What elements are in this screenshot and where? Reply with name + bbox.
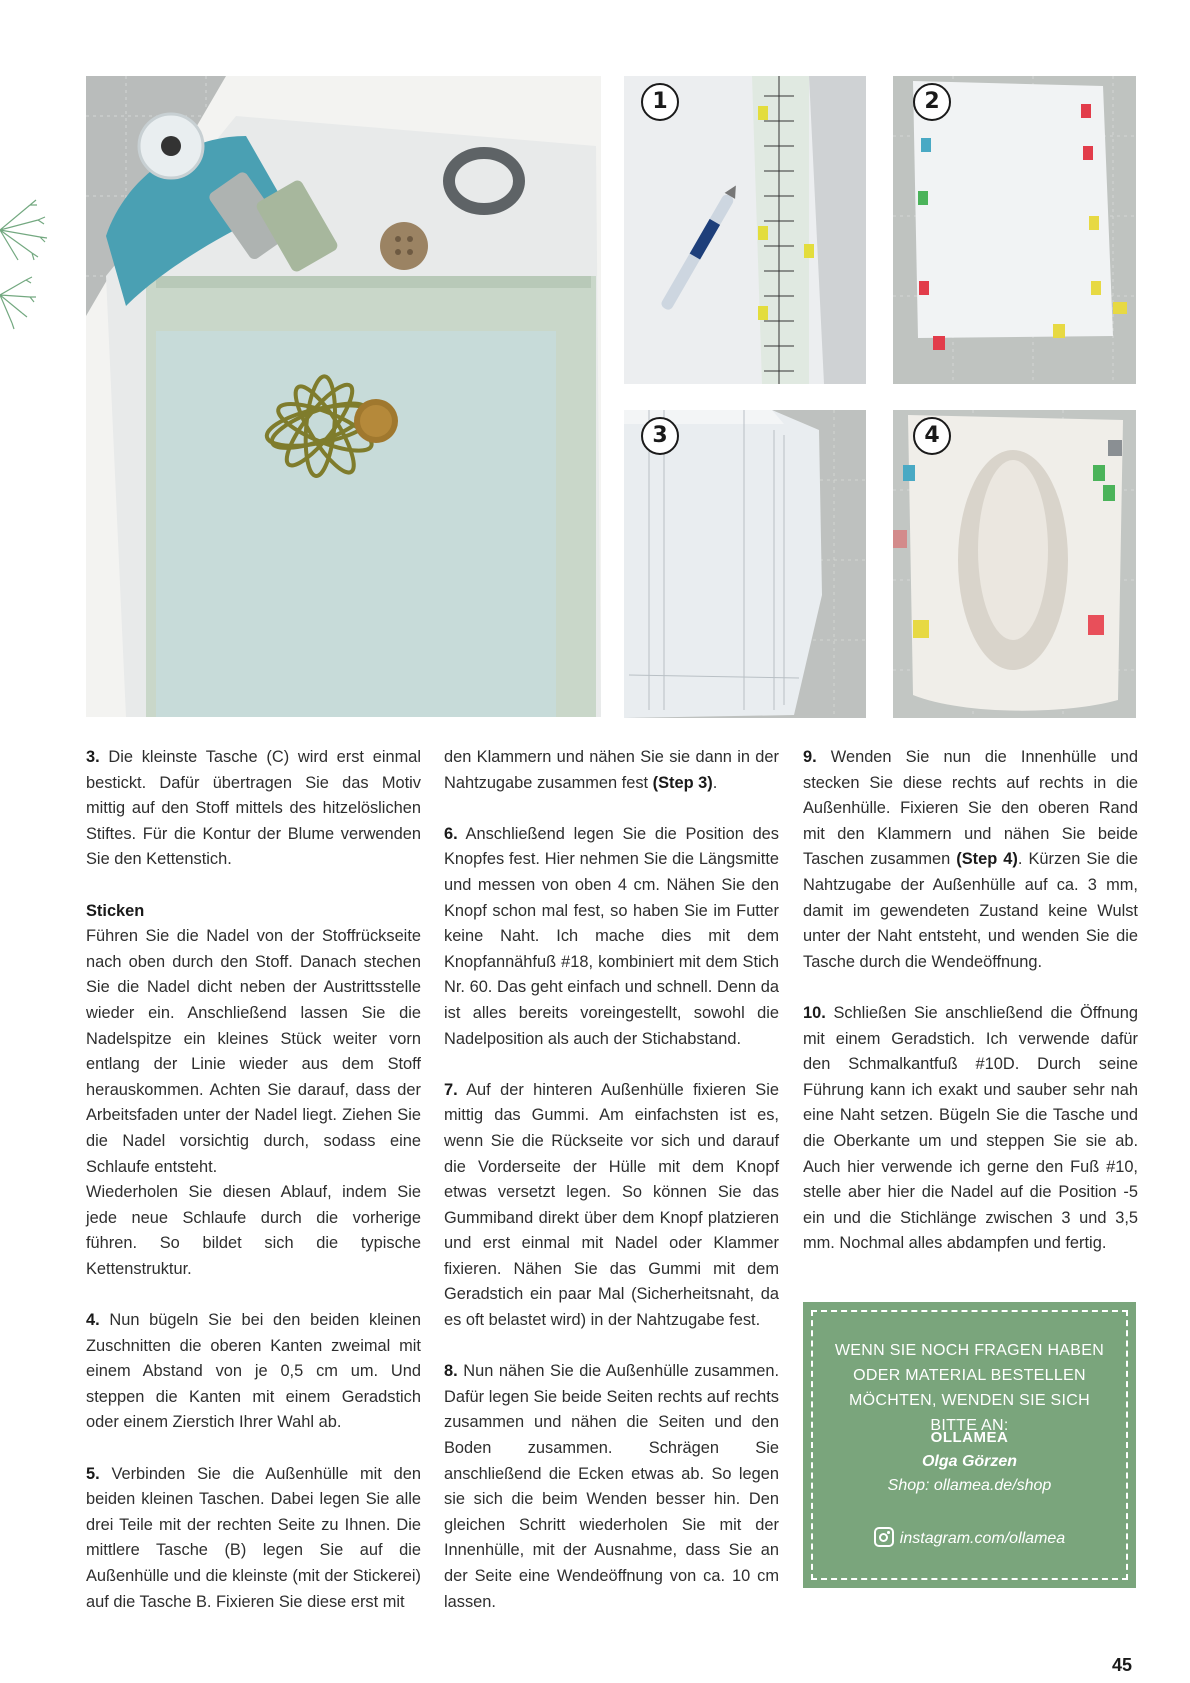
step-1-photo-ruler-and-pen (624, 76, 866, 384)
step-2-photo-clipped-fabric (893, 76, 1136, 384)
text-column-left (86, 745, 421, 1615)
step-badge-4: 4 (913, 417, 951, 455)
step-badge-1: 1 (641, 83, 679, 121)
page-number: 45 (1112, 1655, 1133, 1675)
text-column-right (803, 745, 1138, 1257)
paragraph-step-3: 3. Die kleinste Tasche (C) wird erst einmal bestickt. Dafür übertragen Sie das Motiv mittig auf den Stoff mittels des hitzelöslichen Stiftes. Für die Kontur der Blume verwenden Sie den Kettenstich. (86, 748, 421, 869)
instagram-icon (874, 1527, 894, 1547)
dandelion-decoration (0, 185, 55, 335)
step-4-photo-joined-bags (893, 410, 1136, 718)
paragraph-step-7: 7. Auf der hinteren Außenhülle fixieren Sie mittig das Gummi. Am einfachsten ist es, wenn Sie die Rückseite vor sich und darauf die Vorderseite der Hülle mit dem Knopf etwas versetzt legen. So können Sie das Gummiband direkt über dem Knopf platzieren und erst einmal mit Nadel oder Klammer fixieren. Nähen Sie das Gummi mit dem Geradstich ein paar Mal (Sicherheitsnaht, da es oft belastet wird) in der Nahtzugabe fest. (444, 1080, 779, 1330)
paragraph-step-5-continued: den Klammern und nähen Sie sie dann in der Nahtzugabe zusammen fest (Step 3). (444, 748, 779, 792)
brand-name: OLLAMEA (930, 1429, 1009, 1446)
step-3-photo-stitched-panel (624, 410, 866, 718)
paragraph-step-6: 6. Anschließend legen Sie die Position des Knopfes fest. Hier nehmen Sie die Längsmitte und messen von oben 4 cm. Nähen Sie den Knopf schon mal fest, so haben Sie im Futter keine Naht. Ich mache dies mit dem Knopfannähfuß #18, kombiniert mit dem Stich Nr. 60. Das geht einfach und schnell. Denn da ist alles bereits voreingestellt, sowohl die Nadelposition als auch der Stichabstand. (444, 824, 779, 1048)
paragraph-step-4: 4. Nun bügeln Sie bei den beiden kleinen Zuschnitten die oberen Kanten zweimal mit einem Abstand von je 0,5 cm um. Und steppen die Kanten mit einem Geradstich oder einem Zierstich Ihrer Wahl ab. (86, 1311, 421, 1432)
paragraph-sticken-continued: Wiederholen Sie diesen Ablauf, indem Sie jede neue Schlaufe durch die vorherige führen. So bildet sich die typische Kettenstruktur. (86, 1183, 421, 1278)
paragraph-step-10: 10. Schließen Sie anschließend die Öffnung mit einem Geradstich. Ich verwende dafür den Schmalkantfuß #10D. Durch seine Führung kann ich exakt und sauber sehr nah eine Naht setzen. Bügeln Sie die Tasche und die Oberkante um und steppen Sie sie ab. Auch hier verwende ich gerne den Fuß #10, stelle aber hier die Nadel auf die Position -5 ein und die Stichlänge zwischen 3 und 3,5 mm. Nochmal alles abdampfen und fertig. (803, 1003, 1138, 1253)
paragraph-step-9: 9. Wenden Sie nun die Innenhülle und stecken Sie diese rechts auf rechts in die Außenhülle. Fixieren Sie den oberen Rand mit den Klammern und nähen Sie beide Taschen zusammen (Step 4). Kürzen Sie die Nahtzugabe der Außenhülle auf ca. 3 mm, damit im gewendeten Zustand keine Wulst unter der Naht entsteht, und wenden Sie die Tasche durch die Wendeöffnung. (803, 748, 1138, 971)
contact-info-box (803, 1302, 1136, 1588)
step-badge-2: 2 (913, 83, 951, 121)
paragraph-step-5: 5. Verbinden Sie die Außenhülle mit den beiden kleinen Taschen. Dabei legen Sie alle drei Teile mit der rechten Seite zu Ihnen. Die mittlere Tasche (B) legen Sie auf die Außenhülle und die kleinste (mit der Stickerei) auf die Tasche B. Fixieren Sie diese erst mit (86, 1464, 421, 1611)
paragraph-step-8: 8. Nun nähen Sie die Außenhülle zusammen. Dafür legen Sie beide Seiten rechts auf rechts zusammen und nähen die Seiten und den Boden zusammen. Schrägen Sie anschließend die Ecken etwas ab. So legen sie sich die beim Wenden besser hin. Den gleichen Schritt wiederholen Sie mit der Innenhülle, mit der Ausnahme, dass Sie an der Seite eine Wendeöffnung von ca. 10 cm lassen. (444, 1362, 779, 1611)
text-column-middle (444, 745, 779, 1615)
paragraph-sticken: Sticken Führen Sie die Nadel von der Stoffrückseite nach oben durch den Stoff. Danach stechen Sie die Nadel dicht neben der Austrittsstelle wieder ein. Anschließend lassen Sie die Nadelspitze ein kleines Stück weiter vorn entlang der Linie wieder aus dem Stoff herauskommen. Achten Sie darauf, dass der Arbeitsfaden unter der Nadel liegt. Ziehen Sie die Nadel vorsichtig durch, sodass eine Schlaufe entsteht. (86, 899, 421, 1181)
instagram-link[interactable]: instagram.com/ollamea (803, 1527, 1136, 1548)
main-photo-embroidered-fabric (86, 76, 601, 717)
shop-link[interactable]: Shop: ollamea.de/shop (887, 1477, 1052, 1494)
step-badge-3: 3 (641, 417, 679, 455)
contact-name: Olga Görzen (921, 1453, 1018, 1470)
info-box-lead: WENN SIE NOCH FRAGEN HABEN ODER MATERIAL BESTELLEN MÖCHTEN, WENDEN SIE SICH BITTE AN: (834, 1342, 1105, 1434)
subheading-sticken: Sticken (86, 901, 145, 920)
